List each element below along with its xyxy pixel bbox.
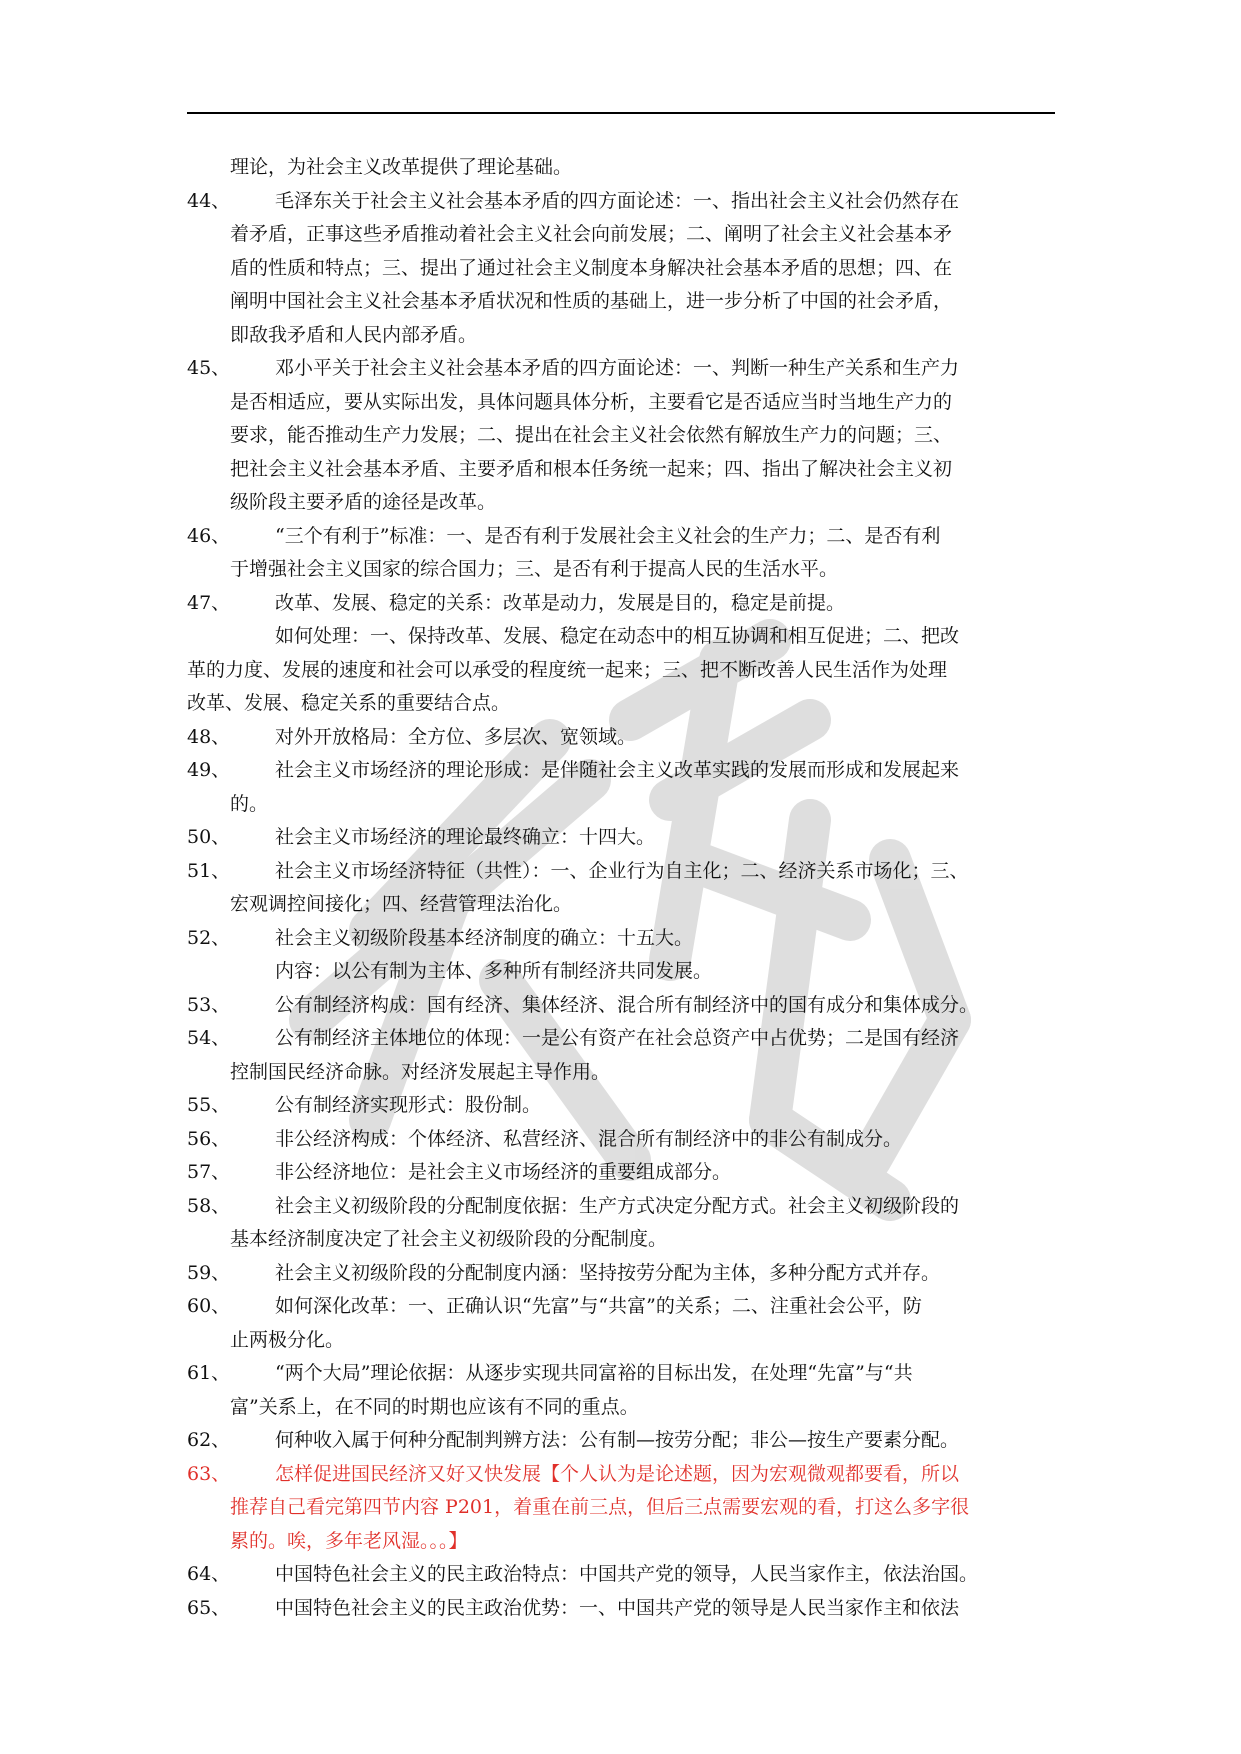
item-text: 何种收入属于何种分配制判辨方法：公有制—按劳分配；非公—按生产要素分配。 [275, 1429, 960, 1451]
item-number: 63、 [187, 1462, 231, 1485]
item-number: 65、 [187, 1596, 231, 1619]
item-number: 48、 [187, 725, 231, 748]
text-line: 是否相适应，要从实际出发，具体问题具体分析，主要看它是否适应当时当地生产力的 [230, 390, 953, 413]
list-item [187, 1424, 1055, 1458]
list-item [187, 1592, 1055, 1626]
text-line: 着矛盾，正事这些矛盾推动着社会主义社会向前发展；二、阐明了社会主义社会基本矛 [230, 223, 953, 245]
item-text: 改革、发展、稳定的关系：改革是动力，发展是目的，稳定是前提。 [275, 591, 846, 614]
text-line: 基本经济制度决定了社会主义初级阶段的分配制度。 [230, 1228, 668, 1250]
text-line: 阐明中国社会主义社会基本矛盾状况和性质的基础上，进一步分析了中国的社会矛盾， [230, 290, 953, 312]
item-number: 50、 [187, 826, 231, 848]
item-text: 毛泽东关于社会主义社会基本矛盾的四方面论述：一、指出社会主义社会仍然存在 [275, 189, 960, 212]
item-text: 中国特色社会主义的民主政治优势：一、中国共产党的领导是人民当家作主和依法 [275, 1596, 960, 1619]
text-line: 累的。唉，多年老风湿。。。】 [230, 1529, 468, 1552]
item-number: 56、 [187, 1127, 231, 1150]
list-item [187, 1257, 1055, 1291]
list-item [187, 821, 1055, 855]
item-text: 社会主义市场经济的理论最终确立：十四大。 [275, 826, 656, 848]
list-item [187, 1558, 1055, 1592]
item-number: 51、 [187, 859, 231, 882]
item-number: 45、 [187, 357, 231, 379]
list-item [187, 922, 1055, 956]
text-line: 止两极分化。 [230, 1328, 345, 1351]
list-item [187, 1290, 1055, 1324]
list-item [187, 754, 1055, 788]
text-line: 理论，为社会主义改革提供了理论基础。 [230, 156, 573, 178]
item-number: 61、 [187, 1362, 231, 1384]
item-number: 54、 [187, 1027, 231, 1049]
text-line: 即敌我矛盾和人民内部矛盾。 [230, 323, 478, 346]
document-body [187, 151, 1055, 1625]
list-item [187, 352, 1055, 386]
text-line: 把社会主义社会基本矛盾、主要矛盾和根本任务统一起来；四、指出了解决社会主义初 [230, 457, 953, 480]
list-item [187, 1123, 1055, 1157]
item-text: 怎样促进国民经济又好又快发展【个人认为是论述题，因为宏观微观都要看，所以 [275, 1462, 960, 1485]
list-item [187, 1022, 1055, 1056]
item-text: 如何深化改革：一、正确认识“先富”与“共富”的关系；二、注重社会公平，防 [275, 1295, 922, 1317]
list-item [187, 1458, 1055, 1492]
item-text: 社会主义市场经济的理论形成：是伴随社会主义改革实践的发展而形成和发展起来 [275, 759, 960, 781]
item-text: 非公经济地位：是社会主义市场经济的重要组成部分。 [275, 1161, 732, 1183]
list-item [187, 185, 1055, 219]
list-item [187, 1156, 1055, 1190]
text-line: 内容：以公有制为主体、多种所有制经济共同发展。 [275, 960, 713, 982]
list-item [187, 721, 1055, 755]
item-text: 公有制经济主体地位的体现：一是公有资产在社会总资产中占优势；二是国有经济 [275, 1027, 960, 1049]
text-line: 级阶段主要矛盾的途径是改革。 [230, 491, 497, 513]
item-number: 47、 [187, 591, 231, 614]
item-number: 58、 [187, 1194, 231, 1217]
item-text: 社会主义市场经济特征（共性）：一、企业行为自主化；二、经济关系市场化；三、 [275, 859, 969, 882]
text-line: 改革、发展、稳定关系的重要结合点。 [187, 692, 511, 714]
item-number: 49、 [187, 759, 231, 781]
item-number: 55、 [187, 1094, 231, 1116]
text-line: 革的力度、发展的速度和社会可以承受的程度统一起来；三、把不断改善人民生活作为处理 [187, 658, 948, 681]
item-text: 中国特色社会主义的民主政治特点：中国共产党的领导，人民当家作主，依法治国。 [275, 1563, 979, 1585]
item-text: 公有制经济实现形式：股份制。 [275, 1094, 542, 1116]
text-line: 于增强社会主义国家的综合国力；三、是否有利于提高人民的生活水平。 [230, 558, 839, 580]
list-item [187, 1190, 1055, 1224]
list-item [187, 1357, 1055, 1391]
item-text: 社会主义初级阶段基本经济制度的确立：十五大。 [275, 926, 694, 949]
item-number: 57、 [187, 1161, 231, 1183]
text-line: 控制国民经济命脉。对经济发展起主导作用。 [230, 1060, 611, 1083]
text-line: 的。 [230, 792, 269, 815]
text-line: 如何处理：一、保持改革、发展、稳定在动态中的相互协调和相互促进；二、把改 [275, 625, 960, 647]
text-line: 盾的性质和特点；三、提出了通过社会主义制度本身解决社会基本矛盾的思想；四、在 [230, 256, 953, 279]
item-number: 64、 [187, 1563, 231, 1585]
header-rule [187, 112, 1055, 114]
item-text: 社会主义初级阶段的分配制度依据：生产方式决定分配方式。社会主义初级阶段的 [275, 1194, 960, 1217]
list-item [187, 989, 1055, 1023]
item-text: 社会主义初级阶段的分配制度内涵：坚持按劳分配为主体，多种分配方式并存。 [275, 1261, 941, 1284]
text-line: 富”关系上，在不同的时期也应该有不同的重点。 [230, 1395, 639, 1418]
item-text: “三个有利于”标准：一、是否有利于发展社会主义社会的生产力；二、是否有利 [275, 524, 941, 547]
item-number: 52、 [187, 926, 231, 949]
item-number: 46、 [187, 524, 231, 547]
text-line: 要求，能否推动生产力发展；二、提出在社会主义社会依然有解放生产力的问题；三、 [230, 424, 953, 446]
list-item [187, 1089, 1055, 1123]
item-number: 53、 [187, 993, 231, 1016]
item-number: 44、 [187, 189, 231, 212]
text-line: 宏观调控间接化；四、经营管理法治化。 [230, 893, 573, 915]
item-number: 59、 [187, 1261, 231, 1284]
item-number: 60、 [187, 1295, 231, 1317]
item-number: 62、 [187, 1429, 231, 1451]
list-item [187, 587, 1055, 621]
item-text: 邓小平关于社会主义社会基本矛盾的四方面论述：一、判断一种生产关系和生产力 [275, 357, 960, 379]
item-text: “两个大局”理论依据：从逐步实现共同富裕的目标出发，在处理“先富”与“共 [275, 1362, 913, 1384]
item-text: 非公经济构成：个体经济、私营经济、混合所有制经济中的非公有制成分。 [275, 1127, 903, 1150]
list-item [187, 855, 1055, 889]
list-item [187, 520, 1055, 554]
text-line: 推荐自己看完第四节内容 P201，着重在前三点，但后三点需要宏观的看，打这么多字很 [230, 1496, 970, 1518]
item-text: 公有制经济构成：国有经济、集体经济、混合所有制经济中的国有成分和集体成分。 [275, 993, 979, 1016]
item-text: 对外开放格局：全方位、多层次、宽领域。 [275, 725, 637, 748]
